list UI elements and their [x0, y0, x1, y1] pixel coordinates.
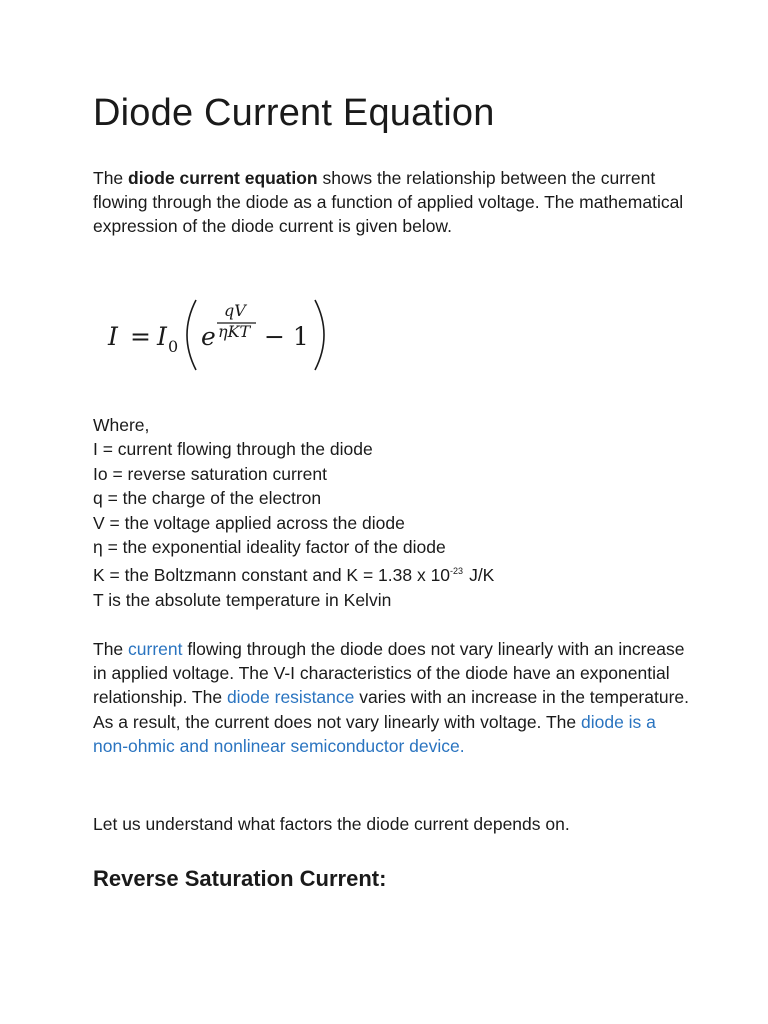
intro-bold-term: diode current equation — [128, 168, 318, 188]
definition-item: T is the absolute temperature in Kelvin — [93, 589, 392, 610]
exponent-numerator: qV — [224, 301, 246, 320]
boltzmann-exponent: -23 — [450, 566, 464, 577]
equation-i0-subscript: 0 — [168, 337, 179, 356]
boltzmann-text: K = the Boltzmann constant and K = 1.38 x 10 — [93, 565, 451, 586]
para-text: varies with an increase in the temperature. As a result, the current does not vary linearly with voltage. The — [93, 687, 690, 732]
definition-item: η = the exponential ideality factor of the diode — [93, 537, 446, 558]
definition-item-boltzmann — [93, 559, 693, 587]
definition-item: I = current flowing through the diode — [93, 439, 373, 460]
definition-item: V = the voltage applied across the diode — [93, 512, 405, 533]
page-title: Diode Current Equation — [93, 92, 495, 134]
intro-prefix: The — [93, 168, 129, 188]
right-paren — [315, 300, 324, 370]
para-text: flowing through the diode does not vary linearly with an increase in applied voltage. The V-I characteristics of the diode have an exponential relationship. The — [93, 639, 685, 708]
diode-current-equation — [103, 290, 343, 380]
link-current[interactable]: current — [128, 639, 183, 659]
equation-i0-base: I — [157, 322, 167, 351]
intro-paragraph — [93, 166, 693, 238]
exponent-denominator: ηKT — [218, 322, 251, 341]
equation-graphic — [103, 290, 343, 380]
definition-item: q = the charge of the electron — [93, 488, 322, 509]
definition-item: Io = reverse saturation current — [93, 463, 327, 484]
equation-minus-one: − 1 — [264, 322, 309, 351]
section-heading: Reverse Saturation Current: — [93, 866, 387, 891]
left-paren — [187, 300, 196, 370]
equation-lhs: I — [108, 322, 118, 351]
link-diode-resistance[interactable]: diode resistance — [226, 687, 355, 708]
body-paragraph — [93, 637, 693, 758]
intro-suffix: shows the relationship between the current flowing through the diode as a function of applied voltage. The mathematical expression of the diode current is given below. — [93, 168, 684, 236]
equation-equals: = — [130, 322, 151, 351]
boltzmann-unit: J/K — [469, 565, 495, 586]
para-text: The — [93, 639, 129, 659]
body-paragraph-2: Let us understand what factors the diode current depends on. — [93, 814, 570, 834]
equation-e: e — [201, 322, 216, 351]
definitions-list — [93, 413, 693, 612]
definitions-heading: Where, — [93, 415, 150, 435]
link-non-ohmic-device[interactable]: diode is a non-ohmic and nonlinear semiconductor device. — [93, 711, 656, 756]
